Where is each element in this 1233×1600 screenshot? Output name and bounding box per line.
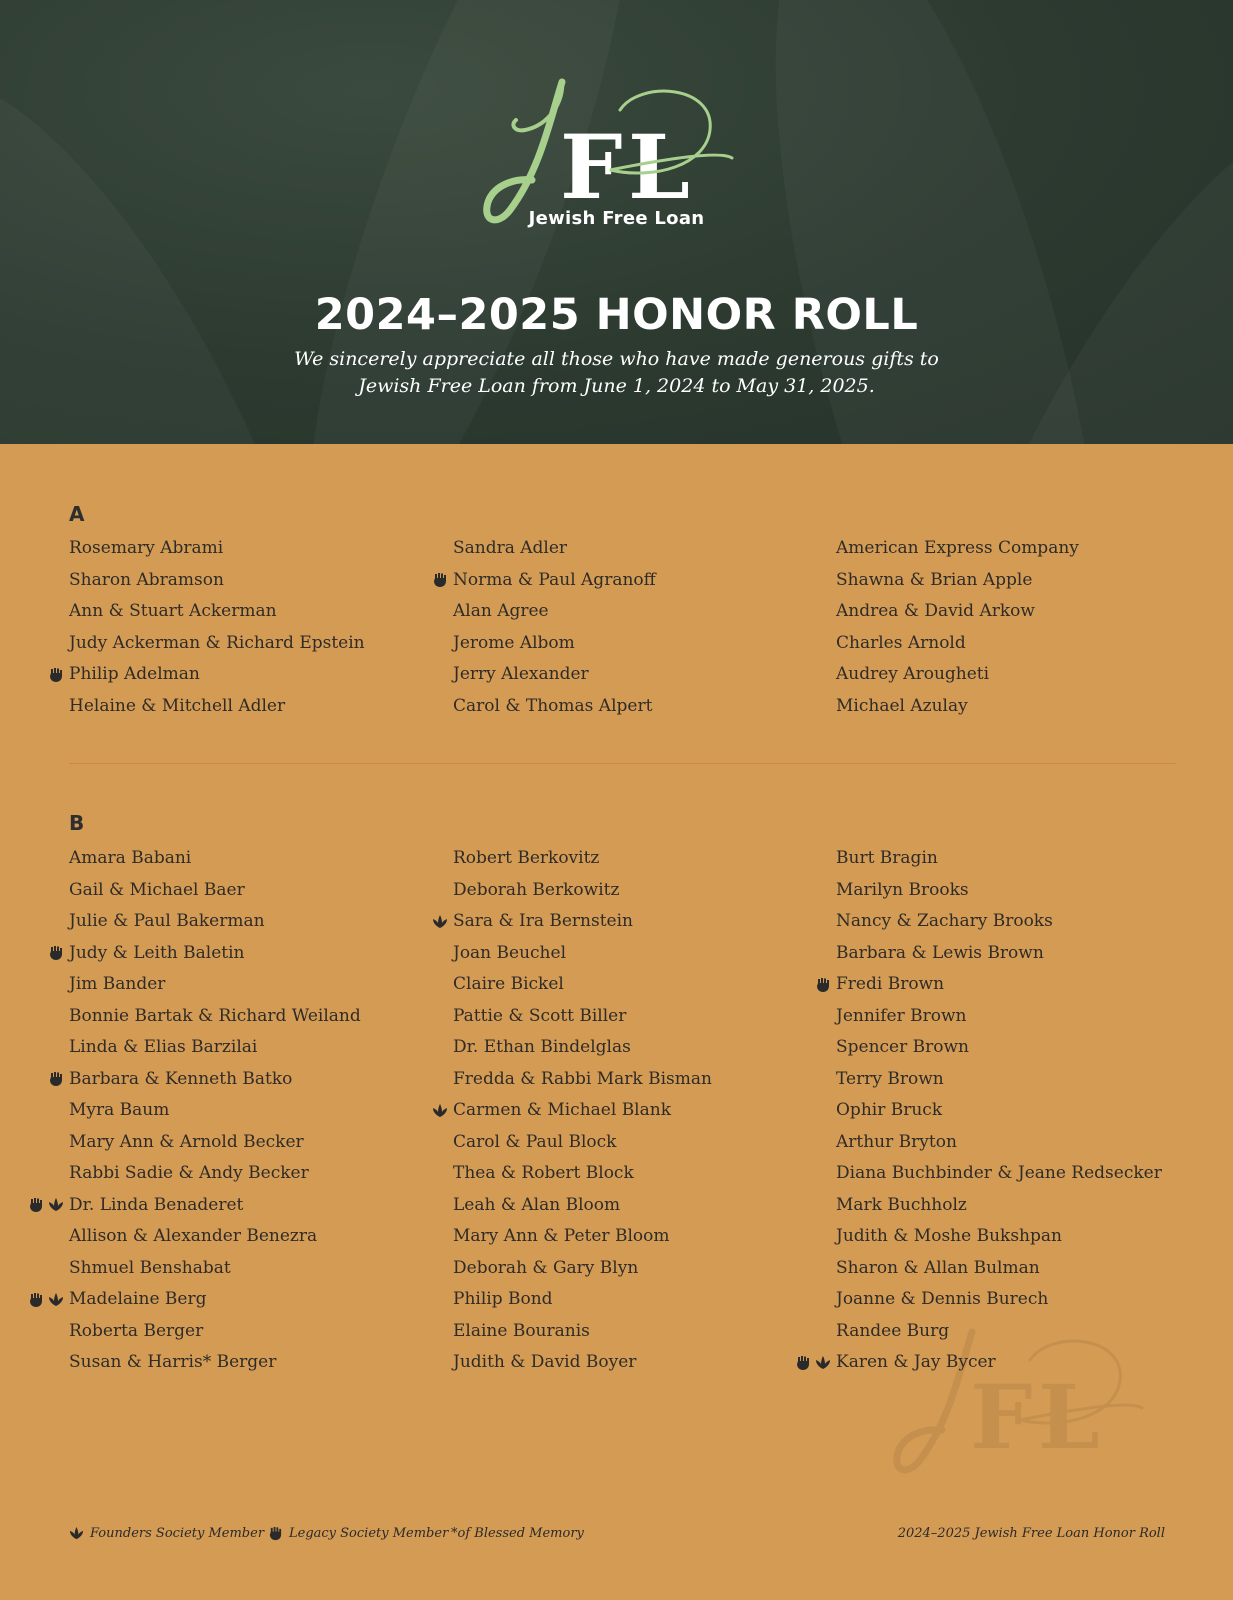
donor-name-text: Michael Azulay	[836, 695, 968, 716]
donor-name	[453, 691, 813, 723]
donor-name	[836, 565, 1196, 597]
logo-subtitle: Jewish Free Loan	[528, 208, 705, 229]
donor-name-text: Rabbi Sadie & Andy Becker	[69, 1163, 309, 1183]
donor-name	[453, 1158, 813, 1190]
donor-name	[836, 1221, 1196, 1253]
donor-name-text: Claire Bickel	[453, 974, 564, 994]
donor-name	[453, 1316, 813, 1348]
donor-name-text: Ann & Stuart Ackerman	[69, 601, 277, 621]
donor-name	[69, 1095, 429, 1127]
donor-name	[836, 1284, 1196, 1316]
donor-name-text: Julie & Paul Bakerman	[69, 911, 265, 931]
legacy-society-icon	[432, 572, 448, 588]
donor-name	[453, 533, 813, 565]
donor-name-text: Carol & Paul Block	[453, 1131, 617, 1152]
donor-name-text: Shmuel Benshabat	[69, 1257, 231, 1278]
donor-society-icons	[432, 1095, 448, 1127]
svg-text:L: L	[628, 115, 690, 219]
donor-name	[836, 628, 1196, 660]
donor-name	[69, 565, 429, 597]
donor-name	[836, 1032, 1196, 1064]
page-subtitle	[0, 346, 1233, 400]
subtitle-line-2: Jewish Free Loan from June 1, 2024 to May 31, 2025.	[358, 375, 875, 397]
donor-name-text: Terry Brown	[836, 1068, 944, 1089]
svg-text:F: F	[970, 1365, 1033, 1469]
donor-name	[69, 1001, 429, 1033]
donor-name	[836, 875, 1196, 907]
legacy-society-icon	[48, 667, 64, 683]
donor-name	[69, 596, 429, 628]
legend-founders-label: Founders Society Member	[90, 1526, 265, 1541]
donor-name-text: Susan & Harris* Berger	[69, 1352, 277, 1372]
donor-name	[453, 1253, 813, 1285]
donor-name-text: Elaine Bouranis	[453, 1320, 590, 1341]
legacy-society-icon	[28, 1197, 44, 1213]
donor-name	[69, 1221, 429, 1253]
donor-name	[453, 1347, 813, 1379]
legacy-society-icon	[795, 1355, 811, 1371]
name-column-3	[836, 843, 1196, 1379]
donor-society-icons	[48, 1064, 64, 1096]
name-column-1	[69, 843, 429, 1379]
donor-name-text: Deborah & Gary Blyn	[453, 1257, 639, 1278]
donor-name	[69, 1127, 429, 1159]
donor-name-text: Rosemary Abrami	[69, 538, 224, 558]
donor-name	[453, 1095, 813, 1127]
name-column-3	[836, 533, 1196, 722]
donor-name-text: Fredi Brown	[836, 974, 945, 994]
donor-name-text: Allison & Alexander Benezra	[69, 1226, 318, 1246]
donor-name-text: Shawna & Brian Apple	[836, 569, 1033, 590]
header-banner	[0, 0, 1233, 444]
donor-name	[836, 1127, 1196, 1159]
donor-name	[453, 659, 813, 691]
donor-name-text: Bonnie Bartak & Richard Weiland	[69, 1005, 361, 1026]
founders-society-icon	[815, 1355, 831, 1371]
donor-name	[836, 596, 1196, 628]
donor-name	[836, 691, 1196, 723]
donor-name	[836, 1158, 1196, 1190]
donor-name-text: Audrey Arougheti	[836, 664, 990, 684]
donor-name	[453, 565, 813, 597]
donor-name-text: Dr. Ethan Bindelglas	[453, 1037, 631, 1057]
donor-name-text: Leah & Alan Bloom	[453, 1194, 621, 1215]
founders-society-icon	[69, 1526, 84, 1541]
donor-name	[836, 533, 1196, 565]
donor-name	[836, 1253, 1196, 1285]
donor-name	[69, 843, 429, 875]
donor-name	[69, 628, 429, 660]
donor-name	[69, 906, 429, 938]
legacy-society-icon	[28, 1292, 44, 1308]
donor-name-text: Fredda & Rabbi Mark Bisman	[453, 1068, 712, 1089]
legend-memory-label: *of Blessed Memory	[451, 1526, 584, 1541]
legacy-society-icon	[48, 945, 64, 961]
legacy-society-icon	[48, 1071, 64, 1087]
donor-name	[69, 533, 429, 565]
donor-society-icons	[432, 565, 448, 597]
donor-name-text: Amara Babani	[69, 848, 192, 868]
svg-text:L: L	[1038, 1365, 1100, 1469]
donor-society-icons	[432, 906, 448, 938]
founders-society-icon	[432, 914, 448, 930]
donor-name	[453, 1221, 813, 1253]
donor-society-icons	[48, 659, 64, 691]
donor-name-text: Randee Burg	[836, 1320, 950, 1341]
donor-name	[453, 628, 813, 660]
donor-name-text: Sharon Abramson	[69, 569, 224, 590]
donor-name-text: Deborah Berkowitz	[453, 879, 620, 900]
donor-name	[453, 1284, 813, 1316]
donor-society-icons	[28, 1284, 64, 1316]
donor-name	[453, 875, 813, 907]
founders-society-icon	[48, 1292, 64, 1308]
donor-name	[453, 1127, 813, 1159]
name-column-1	[69, 533, 429, 722]
donor-name	[836, 1064, 1196, 1096]
legend-legacy-label: Legacy Society Member	[289, 1526, 449, 1541]
donor-name-text: Barbara & Kenneth Batko	[69, 1068, 293, 1089]
donor-name-text: Carol & Thomas Alpert	[453, 695, 653, 716]
donor-name	[69, 938, 429, 970]
donor-name-text: Judith & David Boyer	[453, 1352, 637, 1372]
donor-society-icons	[28, 1190, 64, 1222]
footer-title: 2024–2025 Jewish Free Loan Honor Roll	[897, 1526, 1165, 1541]
donor-name-text: Helaine & Mitchell Adler	[69, 695, 286, 716]
donor-name-text: Joan Beuchel	[453, 942, 567, 963]
donor-name	[453, 1032, 813, 1064]
donor-name	[836, 969, 1196, 1001]
donor-name-text: Judy Ackerman & Richard Epstein	[69, 632, 365, 653]
donor-name	[69, 1284, 429, 1316]
donor-name-text: Roberta Berger	[69, 1320, 204, 1341]
donor-name-text: Alan Agree	[453, 601, 549, 621]
donor-name-text: Myra Baum	[69, 1100, 170, 1120]
donor-name	[836, 659, 1196, 691]
donor-name	[453, 906, 813, 938]
donor-name	[836, 1095, 1196, 1127]
donor-name-text: Dr. Linda Benaderet	[69, 1194, 244, 1215]
donor-society-icons	[795, 1347, 831, 1379]
donor-name-text: Arthur Bryton	[836, 1131, 957, 1152]
donor-name	[453, 1064, 813, 1096]
donor-society-icons	[815, 969, 831, 1001]
name-column-2	[453, 843, 813, 1379]
donor-name-text: Norma & Paul Agranoff	[453, 569, 656, 590]
donor-name	[69, 1316, 429, 1348]
section-letter: A	[69, 502, 85, 526]
donor-name-text: Pattie & Scott Biller	[453, 1005, 627, 1026]
donor-name-text: Philip Adelman	[69, 664, 200, 684]
legend-founders	[69, 1526, 264, 1541]
donor-name-text: Mark Buchholz	[836, 1194, 967, 1215]
donor-name-text: Madelaine Berg	[69, 1289, 207, 1309]
donor-name-text: Judy & Leith Baletin	[69, 942, 245, 963]
donor-name-text: American Express Company	[836, 538, 1079, 558]
donor-society-icons	[48, 938, 64, 970]
donor-name-text: Philip Bond	[453, 1289, 553, 1309]
donor-name-text: Barbara & Lewis Brown	[836, 942, 1044, 963]
donor-name	[836, 1190, 1196, 1222]
donor-name-text: Judith & Moshe Bukshpan	[836, 1226, 1062, 1246]
section-letter: B	[69, 811, 85, 835]
donor-name-text: Marilyn Brooks	[836, 879, 969, 900]
donor-name-text: Charles Arnold	[836, 632, 966, 653]
donor-name-text: Diana Buchbinder & Jeane Redsecker	[836, 1163, 1162, 1183]
donor-name-text: Mary Ann & Arnold Becker	[69, 1131, 304, 1152]
legend-memory	[451, 1526, 584, 1541]
donor-name	[453, 969, 813, 1001]
donor-name	[836, 1316, 1196, 1348]
donor-name-text: Gail & Michael Baer	[69, 879, 245, 900]
donor-name-text: Joanne & Dennis Burech	[836, 1289, 1049, 1309]
subtitle-line-1: We sincerely appreciate all those who have made generous gifts to	[294, 348, 939, 370]
donor-name-text: Jerry Alexander	[453, 664, 589, 684]
donor-name	[69, 1032, 429, 1064]
donor-name	[453, 938, 813, 970]
donor-name	[836, 843, 1196, 875]
donor-name	[453, 1190, 813, 1222]
donor-name-text: Jerome Albom	[453, 632, 575, 653]
donor-name-text: Carmen & Michael Blank	[453, 1100, 672, 1120]
donor-name-text: Robert Berkovitz	[453, 848, 600, 868]
legend-legacy	[268, 1526, 448, 1541]
donor-name-text: Nancy & Zachary Brooks	[836, 911, 1053, 931]
donor-name-text: Burt Bragin	[836, 848, 938, 868]
donor-name-text: Andrea & David Arkow	[836, 601, 1035, 621]
donor-name	[836, 1001, 1196, 1033]
footer-page-label	[898, 1526, 1165, 1541]
svg-text:F: F	[560, 115, 623, 219]
founders-society-icon	[48, 1197, 64, 1213]
donor-name-text: Sharon & Allan Bulman	[836, 1257, 1040, 1278]
page-title: 2024–2025 HONOR ROLL	[314, 290, 919, 340]
legacy-society-icon	[268, 1526, 283, 1541]
donor-name-text: Karen & Jay Bycer	[836, 1352, 996, 1372]
donor-name-text: Sandra Adler	[453, 538, 568, 558]
donor-name	[69, 969, 429, 1001]
donor-name	[69, 1347, 429, 1379]
donor-name-text: Spencer Brown	[836, 1037, 970, 1057]
donor-name	[69, 1064, 429, 1096]
donor-name	[69, 659, 429, 691]
donor-name-text: Thea & Robert Block	[453, 1163, 634, 1183]
donor-name	[69, 1190, 429, 1222]
section-divider	[69, 763, 1176, 764]
donor-name-text: Linda & Elias Barzilai	[69, 1037, 258, 1057]
donor-name-text: Jennifer Brown	[836, 1005, 967, 1026]
donor-name-text: Jim Bander	[69, 974, 166, 994]
donor-name	[69, 1158, 429, 1190]
donor-name	[836, 1347, 1196, 1379]
donor-name-text: Mary Ann & Peter Bloom	[453, 1226, 670, 1246]
donor-name	[836, 938, 1196, 970]
donor-name	[453, 596, 813, 628]
donor-name	[836, 906, 1196, 938]
donor-name	[69, 691, 429, 723]
founders-society-icon	[432, 1103, 448, 1119]
donor-name	[453, 843, 813, 875]
name-column-2	[453, 533, 813, 722]
donor-name	[453, 1001, 813, 1033]
donor-name-text: Ophir Bruck	[836, 1100, 943, 1120]
legacy-society-icon	[815, 977, 831, 993]
donor-name	[69, 1253, 429, 1285]
donor-name-text: Sara & Ira Bernstein	[453, 911, 633, 931]
donor-name	[69, 875, 429, 907]
